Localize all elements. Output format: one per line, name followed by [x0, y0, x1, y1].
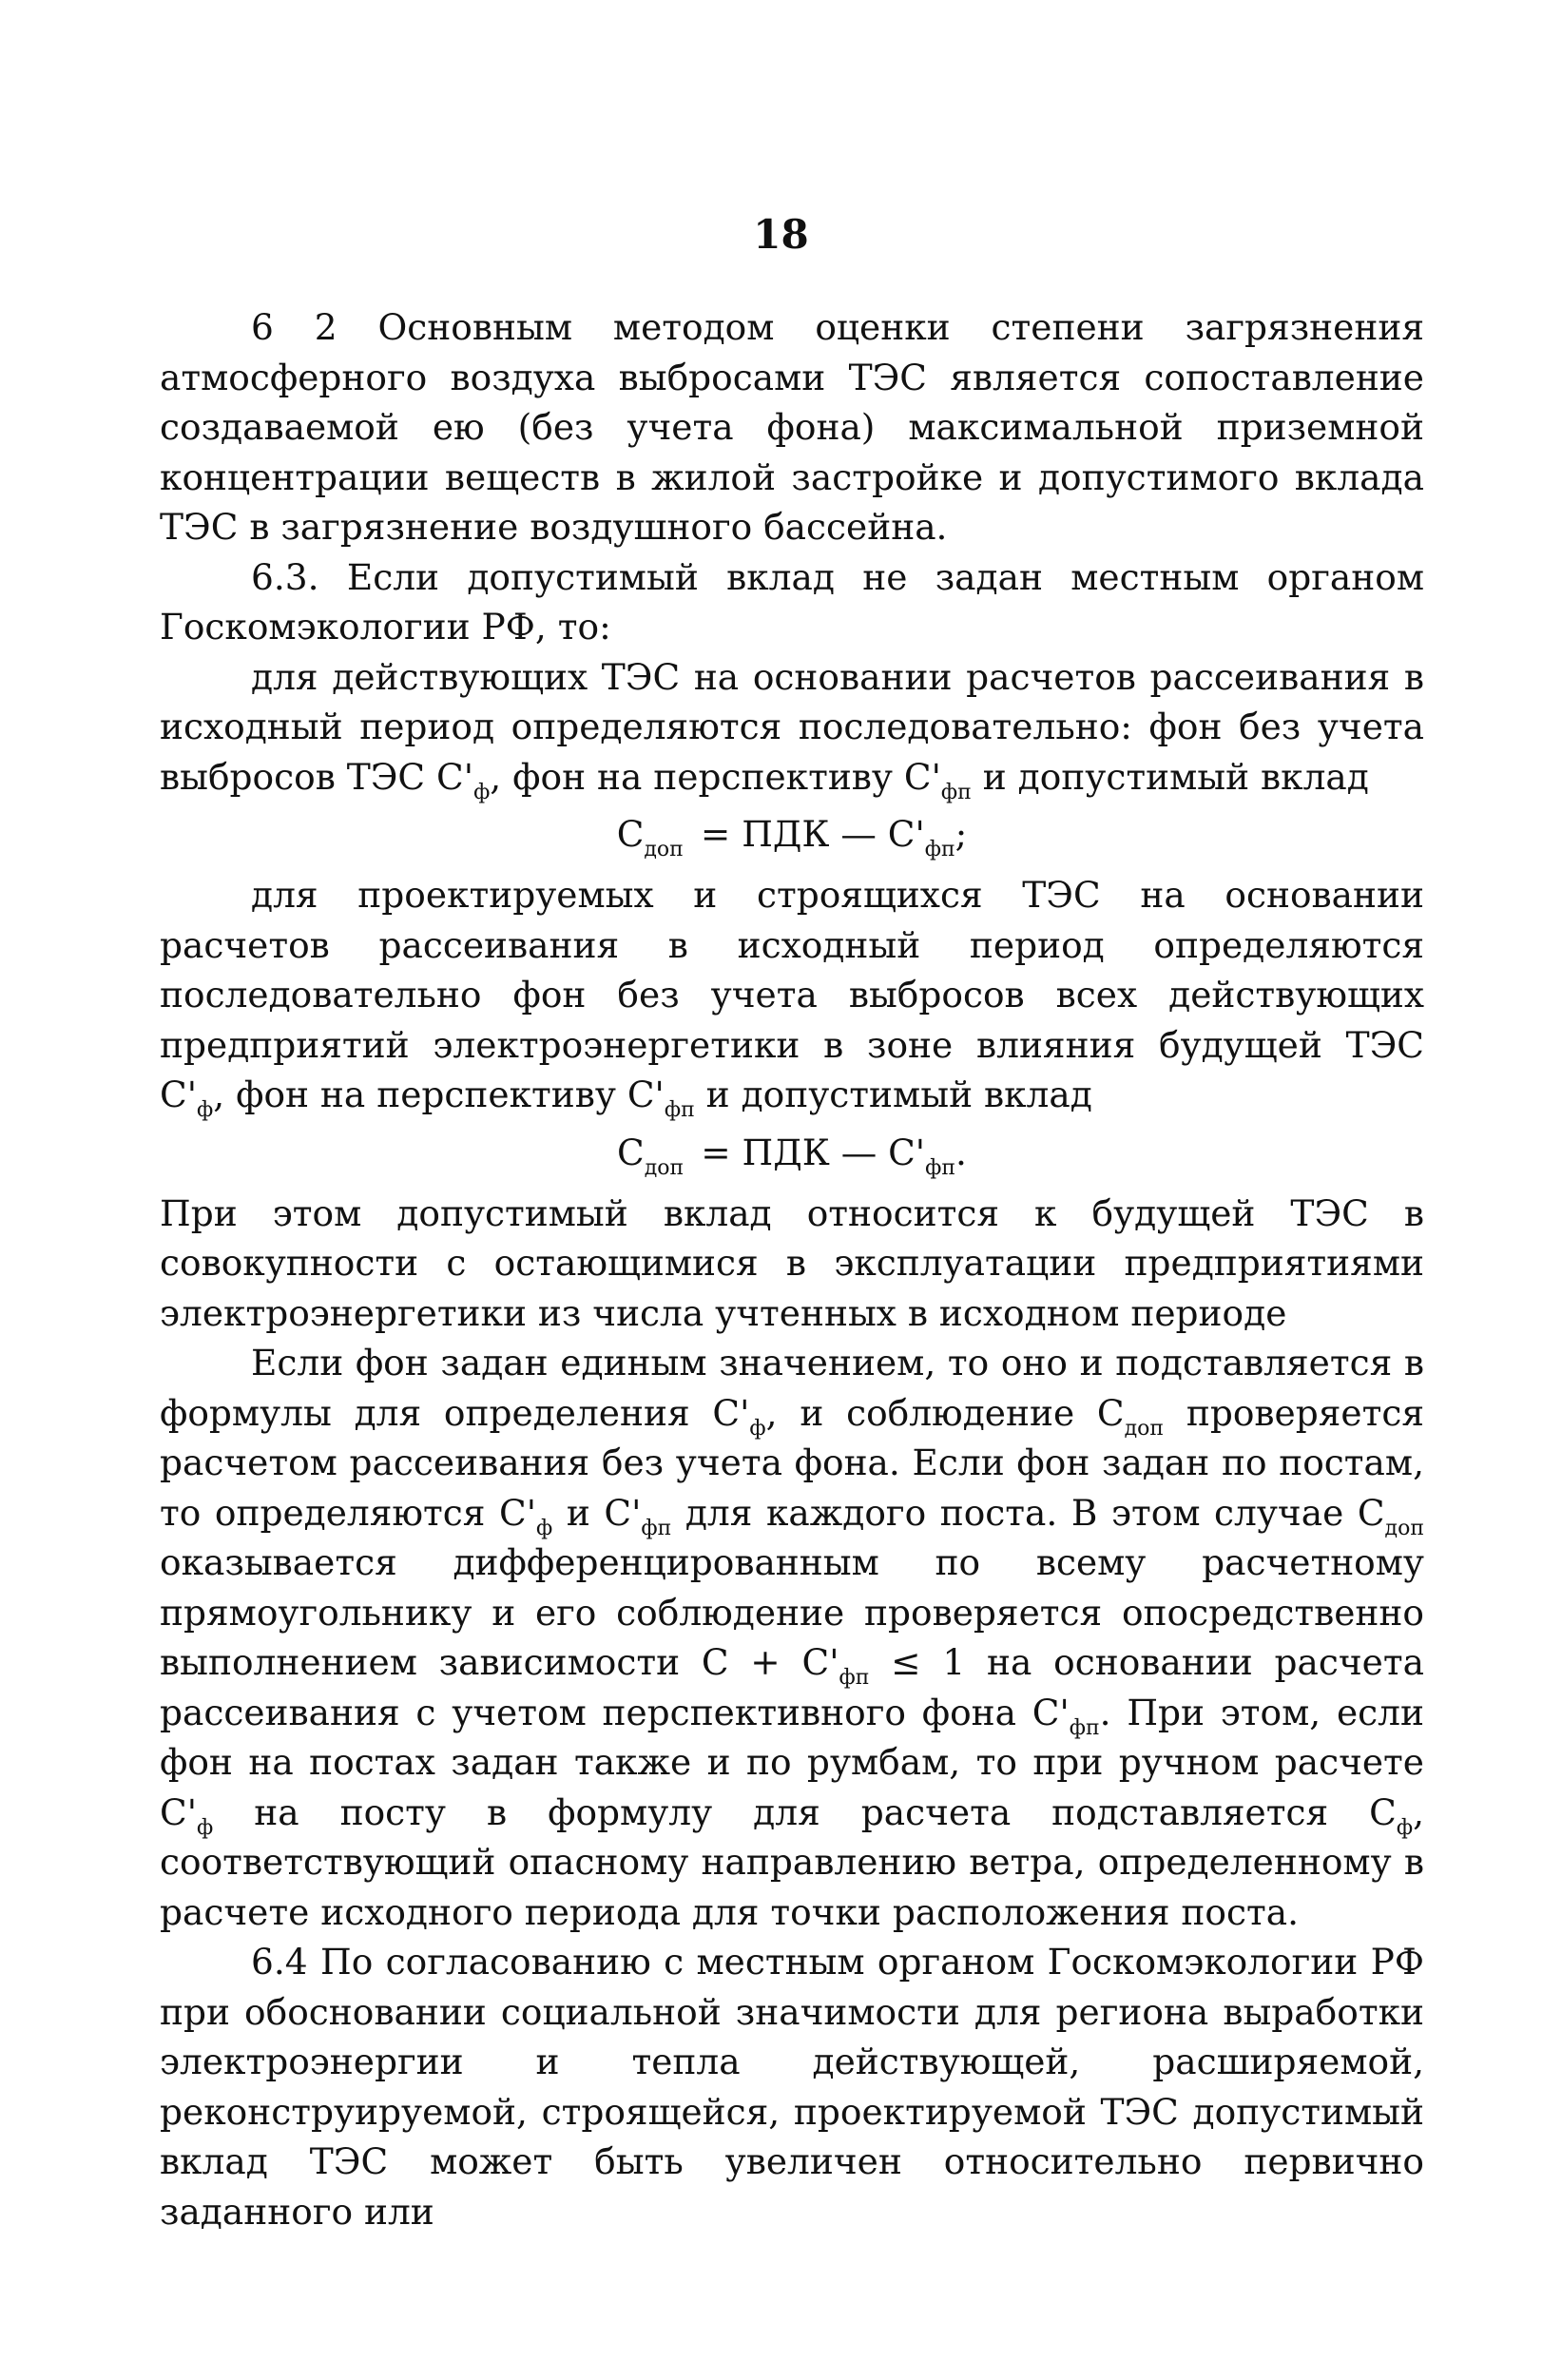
subscript: фп [839, 1666, 870, 1690]
text-segment: , соответствующий опасному направлению ветра, определенному в расчете исходного периода для точки расположения поста. [160, 1790, 1424, 1933]
formula-end: ; [955, 813, 968, 855]
subscript: фп [924, 838, 955, 861]
subscript: фп [940, 780, 972, 804]
paragraph-at-this: При этом допустимый вклад относится к будущей ТЭС в совокупности с остающимися в эксплуатации предприятиями электроэнергетики из числа учтенных в исходном периоде [160, 1191, 1424, 1334]
text-segment: и допустимый вклад [694, 1074, 1092, 1115]
text-segment: ≤ 1 на основании расчета рассеивания с учетом перспективного фона С' [160, 1641, 1424, 1733]
paragraph-operating-tps [160, 652, 1424, 803]
subscript: фп [1069, 1715, 1100, 1740]
text-segment: и допустимый вклад [971, 755, 1369, 798]
subscript: доп [644, 838, 684, 861]
subscript: доп [644, 1155, 685, 1180]
paragraph-6-3: 6.3. Если допустимый вклад не задан местным органом Госкомэкологии РФ, то: [160, 555, 1424, 648]
formula-end: . [955, 1131, 967, 1173]
paragraph-6-2: 6 2 Основным методом оценки степени загрязнения атмосферного воздуха выбросами ТЭС является сопоставление создаваемой ею (без учета фона) максимальной приземной концентрации веществ в жилой застройке и допустимого вклада ТЭС в загрязнение воздушного бассейна. [160, 306, 1424, 548]
page-number: 18 [753, 211, 809, 258]
document-body [160, 302, 1424, 2236]
subscript: ф [197, 1098, 214, 1122]
subscript: ф [1396, 1815, 1414, 1840]
text-segment: , и соблюдение С [765, 1391, 1125, 1434]
subscript: фп [925, 1155, 956, 1180]
paragraph-background [160, 1338, 1424, 1937]
subscript: ф [473, 780, 491, 804]
paragraph-projected-tps [160, 870, 1424, 1120]
paragraph-6-4: 6.4 По согласованию с местным органом Госкомэкологии РФ при обосновании социальной значимости для региона выработки электроэнергии и тепла действующей, расширяемой, реконструируемой, строящейся, проектируемой ТЭС допустимый вклад ТЭС может быть увеличен относительно первично заданного или [160, 1941, 1424, 2233]
formula-1 [160, 802, 1424, 870]
text-segment: , фон на перспективу С' [490, 755, 941, 798]
subscript: ф [536, 1516, 553, 1540]
subscript: доп [1384, 1516, 1424, 1540]
text-segment: для действующих ТЭС на основании расчетов рассеивания в исходный период определяются последовательно: фон без учета выбросов ТЭС С' [160, 655, 1424, 798]
formula-lhs: С [616, 813, 645, 855]
text-segment: для проектируемых и строящихся ТЭС на основании расчетов рассеивания в исходный период определяются последовательно фон без учета выбросов всех действующих предприятий электроэнергетики в зоне влияния будущей ТЭС С' [160, 874, 1424, 1115]
formula-lhs: С [617, 1131, 645, 1173]
subscript: фп [664, 1098, 695, 1122]
formula-rhs: = ПДК — С' [700, 813, 925, 855]
text-segment: , фон на перспективу С' [213, 1074, 665, 1115]
subscript: доп [1124, 1416, 1165, 1441]
formula-2 [160, 1120, 1424, 1189]
subscript: фп [641, 1516, 672, 1540]
text-segment: . При этом, если фон на постах задан также и по румбам, то при ручном расчете С' [160, 1691, 1424, 1833]
text-segment: и С' [552, 1491, 642, 1534]
text-segment: проверяется расчетом рассеивания без учета фона. Если фон задан по постам, то определяются С' [160, 1391, 1424, 1534]
formula-rhs: = ПДК — С' [701, 1131, 926, 1173]
text-segment: оказывается дифференцированным по всему расчетному прямоугольнику и его соблюдение проверяется опосредственно выполнением зависимости С + С' [160, 1541, 1424, 1683]
text-segment: Если фон задан единым значением, то оно и подставляется в формулы для определения С' [160, 1342, 1424, 1434]
subscript: ф [197, 1815, 214, 1840]
subscript: ф [749, 1416, 766, 1441]
text-segment: для каждого поста. В этом случае С [671, 1491, 1385, 1534]
text-segment: на посту в формулу для расчета подставляется С [213, 1790, 1397, 1833]
